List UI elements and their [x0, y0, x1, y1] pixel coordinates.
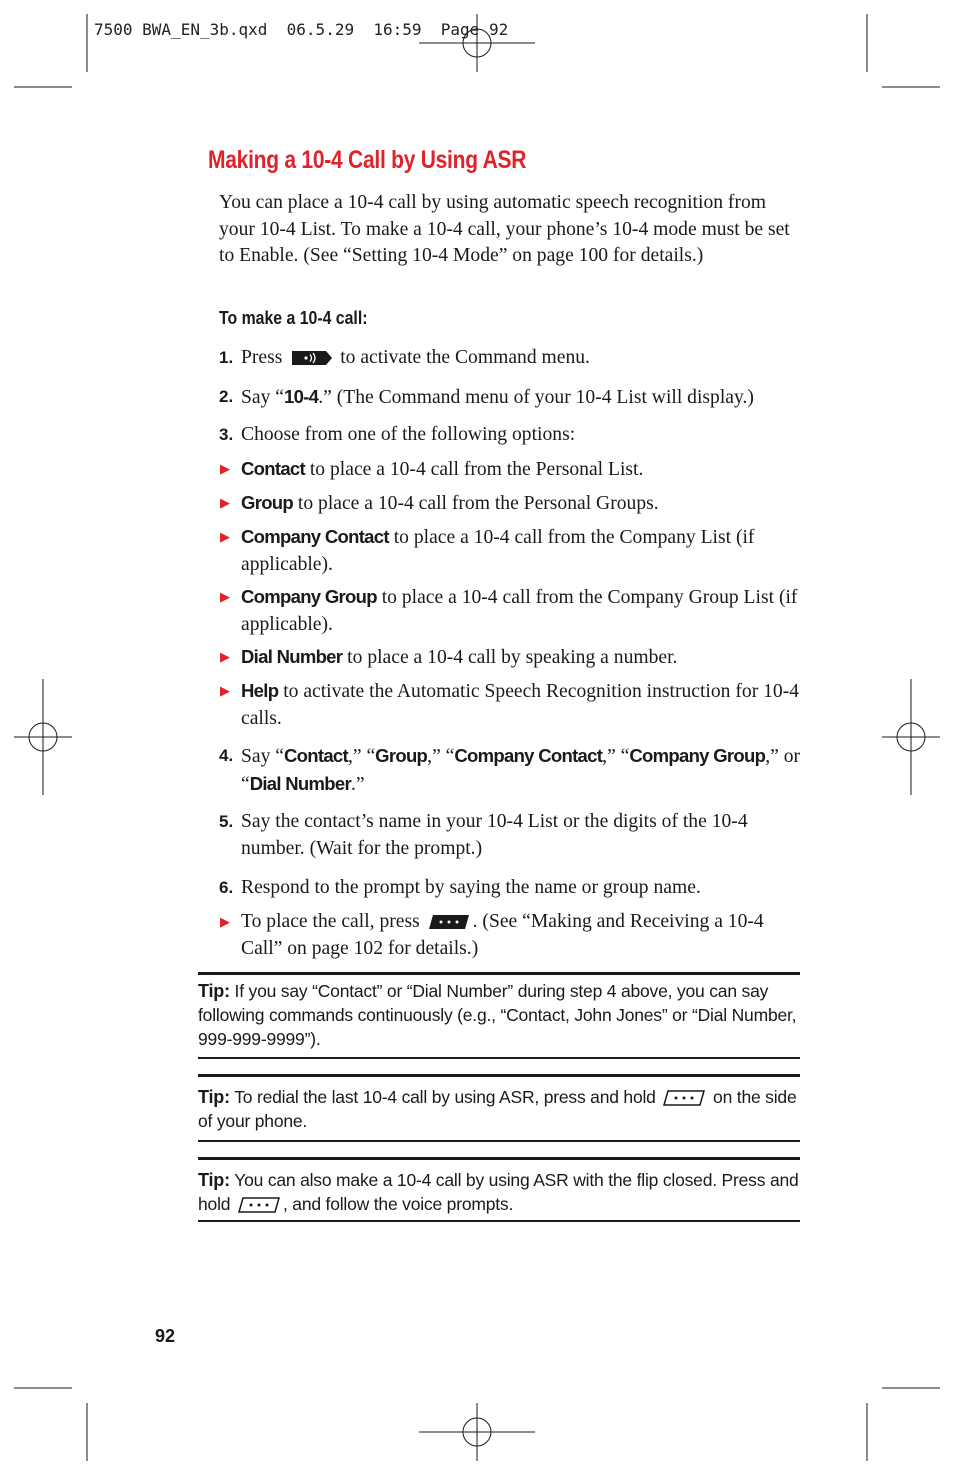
tip-rule [198, 1140, 800, 1142]
step-number: 4. [219, 746, 234, 765]
step-5: 5. Say the contact’s name in your 10-4 List or the digits of the 10-4 number. (Wait for the prompt.) [219, 811, 748, 859]
step-number: 2. [219, 387, 234, 406]
option-item: ▶ Help to activate the Automatic Speech Recognition instruction for 10-4 calls. [220, 680, 800, 729]
step-1: 1. Press to activate the Command menu. [219, 345, 804, 372]
registration-mark-left [14, 679, 72, 795]
tip-2: Tip: To redial the last 10-4 call by using ASR, press and hold on the side of your phone. [198, 1087, 797, 1131]
bullet-triangle-icon: ▶ [220, 461, 230, 476]
step-3: 3. Choose from one of the following options: [219, 422, 804, 449]
bullet-triangle-icon: ▶ [220, 649, 230, 664]
file-slug: 7500 BWA_EN_3b.qxd 06.5.29 16:59 Page 92 [94, 20, 509, 39]
bullet-triangle-icon: ▶ [220, 495, 230, 510]
page-number: 92 [155, 1326, 176, 1346]
talk-key-icon [427, 914, 471, 930]
intro-paragraph: You can place a 10-4 call by using automatic speech recognition from your 10-4 List. To make a 10-4 call, your phone’s 10-4 mode must be set to Enable. (See “Setting 10-4 Mode” on page 100 for details.) [219, 192, 790, 266]
step-4: 4. Say “Contact,” “Group,” “Company Contact,” “Company Group,” or “Dial Number.” [219, 745, 801, 795]
tip-rule [198, 1057, 800, 1059]
tip-rule [198, 1157, 800, 1160]
option-item: ▶ Company Contact to place a 10-4 call from the Company List (if applicable). [220, 526, 755, 575]
bullet-triangle-icon: ▶ [220, 683, 230, 698]
option-item: ▶ Contact to place a 10-4 call from the Personal List. [219, 456, 804, 484]
step-number: 6. [219, 878, 234, 897]
page-title: Making a 10-4 Call by Using ASR [208, 146, 527, 174]
step-number: 1. [219, 348, 234, 367]
bullet-triangle-icon: ▶ [220, 914, 230, 929]
tip-3: Tip: You can also make a 10-4 call by using ASR with the flip closed. Press and hold , and follow the voice prompts. [198, 1170, 799, 1214]
tip-rule [198, 972, 800, 975]
place-call-item: ▶ To place the call, press . (See “Making and Receiving a 10-4 Call” on page 102 for details.) [220, 911, 764, 959]
option-item: ▶ Company Group to place a 10-4 call from the Company Group List (if applicable). [220, 586, 798, 635]
option-item: ▶ Dial Number to place a 10-4 call by speaking a number. [219, 644, 804, 672]
step-number: 3. [219, 425, 234, 444]
tip-rule [198, 1074, 800, 1077]
side-key-icon [237, 1197, 281, 1213]
section-subhead: To make a 10-4 call: [219, 308, 368, 328]
step-6: 6. Respond to the prompt by saying the name or group name. [219, 875, 804, 902]
ptt-key-icon [289, 350, 333, 366]
tip-1: Tip: If you say “Contact” or “Dial Number” during step 4 above, you can say following commands continuously (e.g., “Contact, John Jones” or “Dial Number, 999-999-9999”). [198, 981, 797, 1049]
side-key-icon [662, 1090, 706, 1106]
registration-mark-bottom [419, 1403, 535, 1461]
step-2: 2. Say “10-4.” (The Command menu of your 10-4 List will display.) [219, 384, 804, 412]
bullet-triangle-icon: ▶ [220, 529, 230, 544]
bullet-triangle-icon: ▶ [220, 589, 230, 604]
option-item: ▶ Group to place a 10-4 call from the Personal Groups. [219, 490, 804, 518]
registration-mark-right [882, 679, 940, 795]
tip-rule [198, 1220, 800, 1222]
step-number: 5. [219, 812, 234, 831]
